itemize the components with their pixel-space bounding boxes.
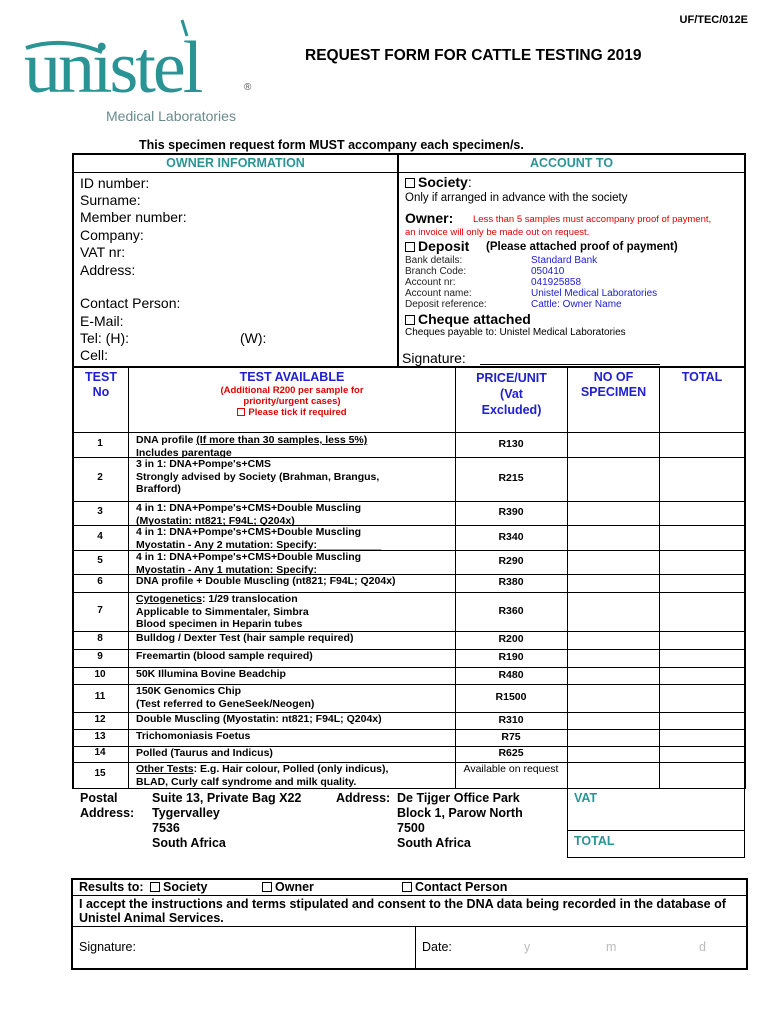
- specimen-count-cell[interactable]: [568, 762, 659, 788]
- tel-home-field[interactable]: Tel: (H):: [80, 330, 129, 346]
- test-description: Polled (Taurus and Indicus): [136, 747, 273, 759]
- row-total-cell[interactable]: [660, 501, 744, 525]
- row-total-cell[interactable]: [660, 684, 744, 712]
- account-name-value: Unistel Medical Laboratories: [531, 288, 658, 299]
- test-number: 2: [97, 472, 103, 483]
- member-number-field[interactable]: Member number:: [80, 209, 187, 225]
- test-description: DNA profile (If more than 30 samples, less 5%) Includes parentage: [136, 434, 368, 459]
- results-contact-checkbox[interactable]: [402, 882, 412, 892]
- row-total-cell[interactable]: [660, 433, 744, 457]
- email-field[interactable]: E-Mail:: [80, 313, 124, 329]
- surname-field[interactable]: Surname:: [80, 192, 141, 208]
- specimen-count-cell[interactable]: [568, 501, 659, 525]
- deposit-ref-value: Cattle: Owner Name: [531, 299, 622, 310]
- specimen-count-cell[interactable]: [568, 457, 659, 501]
- row-total-cell[interactable]: [660, 550, 744, 574]
- test-description: 150K Genomics Chip (Test referred to GeneSeek/Neogen): [136, 685, 315, 710]
- cheque-note: Cheques payable to: Unistel Medical Laboratories: [405, 327, 626, 338]
- test-number: 8: [97, 633, 103, 644]
- specimen-notice: This specimen request form MUST accompany each specimen/s.: [139, 138, 524, 152]
- row-total-cell[interactable]: [660, 525, 744, 550]
- postal-label: Postal Address:: [80, 791, 135, 820]
- logo-registered: ®: [244, 82, 252, 93]
- test-number: 9: [97, 651, 103, 662]
- test-number: 1: [97, 438, 103, 449]
- deposit-ref-label: Deposit reference:: [405, 299, 487, 310]
- test-number: 5: [97, 555, 103, 566]
- test-description: DNA profile + Double Muscling (nt821; F94L; Q204x): [136, 575, 396, 587]
- cell-field[interactable]: Cell:: [80, 347, 109, 363]
- test-price: R625: [498, 747, 524, 759]
- deposit-note: (Please attached proof of payment): [486, 241, 678, 253]
- test-no-header: TEST No: [85, 370, 117, 399]
- test-price: R390: [498, 506, 524, 518]
- test-price: R310: [498, 713, 524, 726]
- company-field[interactable]: Company:: [80, 227, 144, 243]
- row-total-cell[interactable]: [660, 631, 744, 649]
- deposit-option[interactable]: Deposit: [405, 238, 469, 254]
- id-number-field[interactable]: ID number:: [80, 175, 150, 191]
- test-number: 15: [94, 768, 106, 779]
- test-number: 6: [97, 576, 103, 587]
- owner-note-line1: Less than 5 samples must accompany proof of payment,: [473, 214, 712, 225]
- unistel-logo: [22, 18, 262, 128]
- specimen-count-cell[interactable]: [568, 684, 659, 712]
- results-contact-option[interactable]: Contact Person: [402, 880, 507, 894]
- page-title: REQUEST FORM FOR CATTLE TESTING 2019: [305, 47, 642, 64]
- footer-signature-field[interactable]: Signature:: [79, 940, 136, 954]
- test-price: R200: [498, 633, 524, 645]
- row-total-cell[interactable]: [660, 667, 744, 684]
- account-name-label: Account name:: [405, 288, 472, 299]
- row-total-cell[interactable]: [660, 729, 744, 746]
- address-field[interactable]: Address:: [80, 262, 136, 278]
- specimen-count-cell[interactable]: [568, 433, 659, 457]
- test-price: R1500: [495, 691, 527, 703]
- row-total-cell[interactable]: [660, 592, 744, 631]
- society-note: Only if arranged in advance with the society: [405, 192, 628, 204]
- row-total-cell[interactable]: [660, 457, 744, 501]
- test-description: Other Tests: E.g. Hair colour, Polled (only indicus), BLAD, Curly calf syndrome and milk quality.: [136, 763, 389, 788]
- results-society-checkbox[interactable]: [150, 882, 160, 892]
- specimen-count-cell[interactable]: [568, 712, 659, 729]
- test-description: Double Muscling (Myostatin: nt821; F94L; Q204x): [136, 713, 382, 725]
- test-price: R340: [498, 530, 524, 543]
- test-price: R360: [498, 604, 524, 617]
- vat-label: VAT: [574, 791, 598, 805]
- results-owner-checkbox[interactable]: [262, 882, 272, 892]
- specimen-count-cell[interactable]: [568, 631, 659, 649]
- specimen-count-cell[interactable]: [568, 592, 659, 631]
- specimen-count-cell[interactable]: [568, 667, 659, 684]
- date-month-placeholder[interactable]: m: [606, 940, 617, 954]
- row-total-cell[interactable]: [660, 746, 744, 762]
- test-price: R290: [498, 555, 524, 567]
- total-header: TOTAL: [681, 370, 723, 384]
- test-price: R190: [498, 651, 524, 663]
- test-description: Freemartin (blood sample required): [136, 650, 313, 662]
- test-description: 3 in 1: DNA+Pompe's+CMS Strongly advised by Society (Brahman, Brangus, Brafford): [136, 458, 380, 495]
- logo-wordmark: unistel: [24, 27, 201, 109]
- no-of-specimen-header: NO OF SPECIMEN: [580, 370, 647, 399]
- results-to-label: Results to:: [79, 880, 144, 894]
- society-checkbox[interactable]: [405, 178, 415, 188]
- priority-checkbox[interactable]: [237, 408, 245, 416]
- test-price: R130: [498, 438, 524, 450]
- test-description: Trichomoniasis Foetus: [136, 730, 251, 742]
- owner-info-header: OWNER INFORMATION: [166, 156, 305, 170]
- row-total-cell[interactable]: [660, 762, 744, 788]
- results-owner-option[interactable]: Owner: [262, 880, 314, 894]
- row-total-cell[interactable]: [660, 649, 744, 667]
- test-price: R480: [498, 668, 524, 681]
- specimen-count-cell[interactable]: [568, 729, 659, 746]
- society-option[interactable]: Society:: [405, 174, 472, 190]
- cheque-checkbox[interactable]: [405, 315, 415, 325]
- account-nr-value: 041925858: [531, 277, 582, 288]
- test-description: 4 in 1: DNA+Pompe's+CMS+Double Muscling Myostatin - Any 2 mutation: Specify:___________: [136, 526, 382, 551]
- logo-subtitle: Medical Laboratories: [106, 108, 236, 124]
- row-total-cell[interactable]: [660, 574, 744, 592]
- branch-code-value: 050410: [531, 266, 565, 277]
- owner-account-label[interactable]: Owner:: [405, 210, 454, 226]
- document-code: UF/TEC/012E: [679, 14, 748, 26]
- account-nr-label: Account nr:: [405, 277, 456, 288]
- test-price: R380: [498, 576, 524, 588]
- date-field[interactable]: Date:: [422, 940, 452, 954]
- test-price: Available on request: [463, 763, 559, 775]
- price-unit-header: PRICE/UNIT (Vat Excluded): [476, 371, 547, 417]
- test-description: 50K Illumina Bovine Beadchip: [136, 668, 286, 680]
- vat-number-field[interactable]: VAT nr:: [80, 244, 126, 260]
- total-label: TOTAL: [574, 834, 615, 848]
- account-to-header: ACCOUNT TO: [529, 156, 614, 170]
- deposit-checkbox[interactable]: [405, 242, 415, 252]
- specimen-count-cell[interactable]: [568, 550, 659, 574]
- test-description: 4 in 1: DNA+Pompe's+CMS+Double Muscling (Myostatin: nt821; F94L; Q204x): [136, 502, 362, 527]
- test-number: 14: [94, 747, 106, 758]
- test-price: R75: [501, 730, 521, 743]
- test-available-header: TEST AVAILABLE: [239, 370, 345, 384]
- row-total-cell[interactable]: [660, 712, 744, 729]
- account-signature-field[interactable]: Signature:: [402, 350, 466, 366]
- tel-work-field[interactable]: (W):: [240, 330, 267, 346]
- contact-person-field[interactable]: Contact Person:: [80, 295, 181, 311]
- date-day-placeholder[interactable]: d: [699, 940, 706, 954]
- date-year-placeholder[interactable]: y: [524, 940, 531, 954]
- priority-note: (Additional R200 per sample for priority/urgent cases) Please tick if required: [220, 385, 364, 418]
- physical-address: De Tijger Office Park Block 1, Parow North 7500 South Africa: [397, 791, 523, 850]
- bank-details-label: Bank details:: [405, 255, 463, 266]
- test-description: Bulldog / Dexter Test (hair sample required): [136, 632, 354, 644]
- test-number: 13: [94, 730, 106, 742]
- test-number: 3: [97, 506, 103, 517]
- test-number: 11: [94, 691, 106, 702]
- test-description: 4 in 1: DNA+Pompe's+CMS+Double Muscling Myostatin - Any 1 mutation: Specify:___________: [136, 551, 382, 576]
- test-number: 10: [94, 668, 106, 680]
- cheque-option[interactable]: Cheque attached: [405, 311, 531, 327]
- specimen-count-cell[interactable]: [568, 746, 659, 762]
- specimen-count-cell[interactable]: [568, 649, 659, 667]
- owner-note-line2: an invoice will only be made out on request.: [405, 227, 590, 238]
- test-price: R215: [498, 472, 524, 484]
- postal-address: Suite 13, Private Bag X22 Tygervalley 7536 South Africa: [152, 791, 302, 850]
- specimen-count-cell[interactable]: [568, 574, 659, 592]
- results-society-option[interactable]: Society: [150, 880, 207, 894]
- test-number: 12: [94, 713, 106, 725]
- test-description: Cytogenetics: 1/29 translocation Applicable to Simmentaler, Simbra Blood specimen in Heparin tubes: [136, 593, 309, 630]
- consent-text: I accept the instructions and terms stipulated and consent to the DNA data being recorded in the database of Unistel Animal Services.: [79, 897, 726, 925]
- test-number: 4: [97, 530, 103, 542]
- branch-code-label: Branch Code:: [405, 266, 467, 277]
- physical-address-label: Address:: [336, 791, 391, 805]
- specimen-count-cell[interactable]: [568, 525, 659, 550]
- test-number: 7: [97, 604, 103, 616]
- bank-details-value: Standard Bank: [531, 255, 598, 266]
